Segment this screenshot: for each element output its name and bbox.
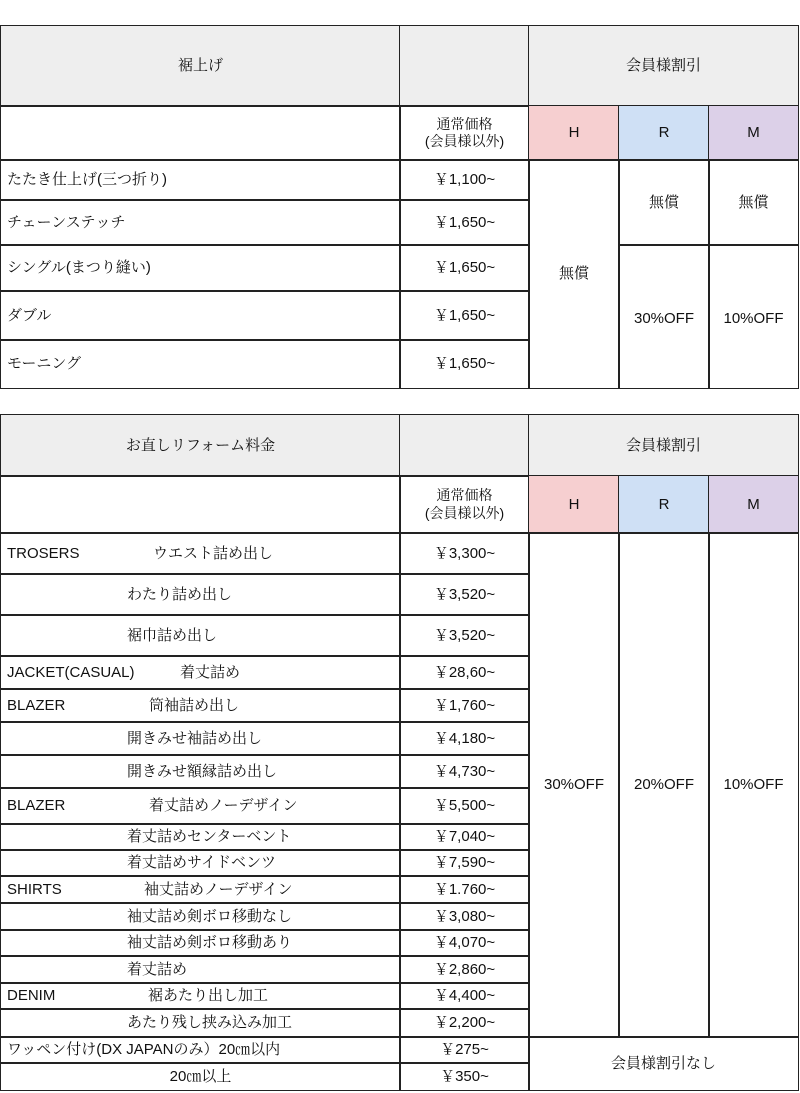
reform-row-item: わたり詰め出し [127, 585, 233, 603]
reform-r-discount: 20%OFF [618, 532, 710, 1038]
reform-row-price: ￥5,500~ [399, 787, 530, 825]
reform-row-item: 袖丈詰め剣ボロ移動あり [127, 934, 293, 951]
reform-row-label [0, 614, 401, 657]
reform-row-price: ￥3,520~ [399, 614, 530, 657]
hem-discount-header: 会員様割引 [528, 25, 799, 107]
reform-row-item: 裾巾詰め出し [127, 626, 218, 644]
patch-price: ￥275~ [399, 1036, 530, 1064]
hem-row-price: ￥1,650~ [399, 290, 530, 341]
reform-discount-header: 会員様割引 [528, 414, 799, 477]
reform-row-item: あたり残し挟み込み加工 [127, 1014, 293, 1031]
reform-row-label: BLAZER 着丈詰めノーデザイン [0, 787, 401, 825]
reform-row-label [0, 902, 401, 931]
price-header-line1: 通常価格 [436, 487, 493, 503]
reform-row-item: 着丈詰めノーデザイン [149, 797, 298, 814]
reform-row-price: ￥4,180~ [399, 721, 530, 756]
reform-m-discount: 10%OFF [708, 532, 799, 1038]
hem-r-discount-top: 無償 [618, 159, 710, 246]
reform-row-item: 着丈詰めセンターベント [127, 828, 292, 845]
reform-row-label: DENIM 裾あたり出し加工 [0, 982, 401, 1010]
reform-row-label [0, 849, 401, 877]
reform-row-label [0, 929, 401, 957]
reform-row-price: ￥1.760~ [399, 875, 530, 904]
hem-row-label: たたき仕上げ(三つ折り) [0, 159, 401, 201]
reform-row-price: ￥7,040~ [399, 823, 530, 851]
reform-row-item: ウエスト詰め出し [153, 544, 274, 562]
reform-row-item: 開きみせ額縁詰め出し [127, 762, 278, 780]
reform-row-label [0, 955, 401, 984]
reform-row-label [0, 721, 401, 756]
price-header-line2: (会員様以外) [424, 504, 505, 521]
hem-h-discount: 無償 [528, 159, 620, 389]
reform-row-price: ￥28,60~ [399, 655, 530, 690]
reform-row-item: 筒袖詰め出し [149, 696, 240, 714]
reform-row-item: 袖丈詰めノーデザイン [144, 880, 293, 898]
reform-subheader-blank [0, 475, 401, 534]
reform-row-label [0, 823, 401, 851]
hem-row-label: モーニング [0, 339, 401, 389]
no-discount-note: 会員様割引なし [528, 1036, 799, 1091]
reform-row-label [0, 573, 401, 616]
price-header-line2: (会員様以外) [424, 133, 505, 149]
reform-row-price: ￥4,070~ [399, 929, 530, 957]
hem-title: 裾上げ [0, 25, 401, 107]
reform-row-label [0, 1008, 401, 1038]
reform-row-label: BLAZER 筒袖詰め出し [0, 688, 401, 723]
reform-row-item: 袖丈詰め剣ボロ移動なし [127, 907, 293, 925]
reform-row-price: ￥4,730~ [399, 754, 530, 789]
hem-row-label: チェーンステッチ [0, 199, 401, 246]
reform-row-price: ￥3,520~ [399, 573, 530, 616]
hem-m-discount-bottom: 10%OFF [708, 244, 799, 389]
reform-row-price: ￥1,760~ [399, 688, 530, 723]
patch2-price: ￥350~ [399, 1062, 530, 1091]
tier-h-header: H [528, 105, 620, 161]
reform-row-label: TROSERS ウエスト詰め出し [0, 532, 401, 575]
patch2-label: 20㎝以上 [0, 1062, 401, 1091]
tier-r-header: R [618, 105, 710, 161]
reform-row-price: ￥3,080~ [399, 902, 530, 931]
hem-m-discount-top: 無償 [708, 159, 799, 246]
hem-row-label: ダブル [0, 290, 401, 341]
reform-row-label: JACKET(CASUAL) 着丈詰め [0, 655, 401, 690]
hem-row-label: シングル(まつり縫い) [0, 244, 401, 292]
tier-r-header: R [618, 475, 710, 534]
reform-row-item: 開きみせ袖詰め出し [127, 729, 263, 747]
reform-row-item: 着丈詰めサイドベンツ [127, 854, 276, 871]
price-header-line1: 通常価格 [436, 115, 493, 132]
reform-price-header [399, 475, 530, 534]
hem-row-price: ￥1,650~ [399, 199, 530, 246]
reform-row-label [0, 754, 401, 789]
reform-row-item: 裾あたり出し加工 [148, 987, 269, 1004]
tier-m-header: M [708, 105, 799, 161]
hem-r-discount-bottom: 30%OFF [618, 244, 710, 389]
reform-row-price: ￥4,400~ [399, 982, 530, 1010]
reform-row-price: ￥3,300~ [399, 532, 530, 575]
tier-m-header: M [708, 475, 799, 534]
reform-row-price: ￥7,590~ [399, 849, 530, 877]
reform-row-price: ￥2,860~ [399, 955, 530, 984]
patch-label: ワッペン付け(DX JAPANのみ）20㎝以内 [0, 1036, 401, 1064]
hem-row-price: ￥1,650~ [399, 339, 530, 389]
reform-row-item: 着丈詰め [180, 663, 241, 681]
reform-title: お直しリフォーム料金 [0, 414, 401, 477]
tier-h-header: H [528, 475, 620, 534]
hem-row-price: ￥1,650~ [399, 244, 530, 292]
reform-row-item: 着丈詰め [127, 960, 188, 978]
reform-h-discount: 30%OFF [528, 532, 620, 1038]
reform-price-header-blank [399, 414, 530, 477]
reform-row-price: ￥2,200~ [399, 1008, 530, 1038]
reform-row-label: SHIRTS 袖丈詰めノーデザイン [0, 875, 401, 904]
hem-row-price: ￥1,100~ [399, 159, 530, 201]
